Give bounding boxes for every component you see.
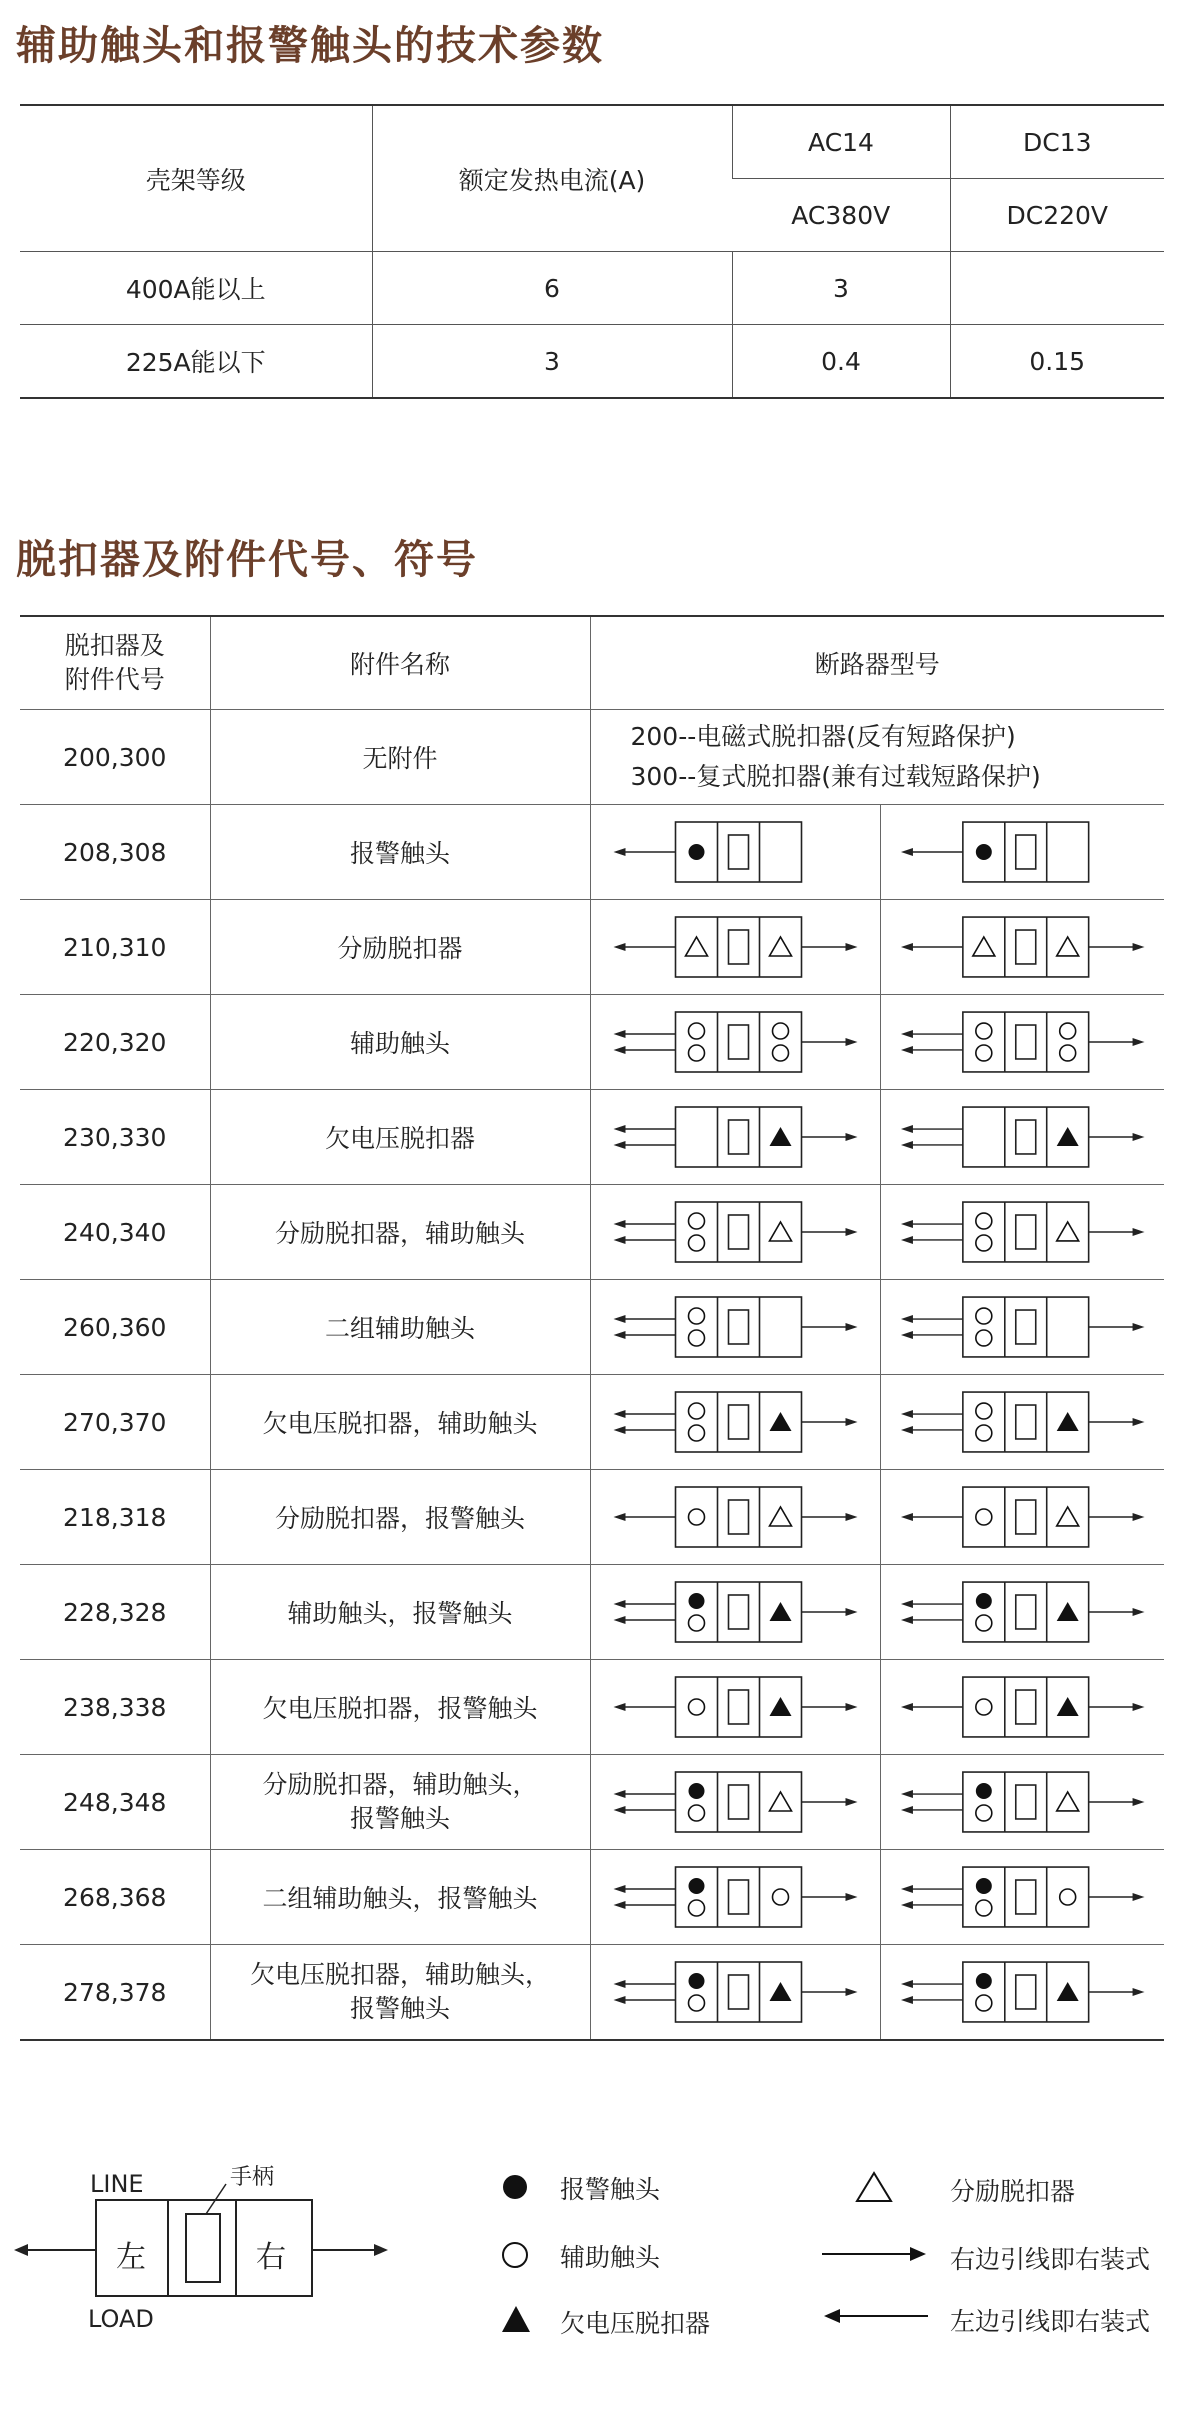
symbol-cell-right <box>880 1565 1164 1660</box>
symbol-cell-right <box>880 1755 1164 1850</box>
symbol-part <box>975 1213 991 1251</box>
symbol-part <box>772 1023 788 1061</box>
symbol-part <box>975 1973 991 2011</box>
symbol-part <box>1056 1602 1078 1621</box>
symbol-cell-left <box>590 1565 880 1660</box>
hollow-circle-icon <box>500 2240 530 2270</box>
symbol-part <box>975 1878 991 1916</box>
name-cell <box>210 1755 590 1850</box>
header-model: 断路器型号 <box>590 616 1164 710</box>
symbol-part <box>688 1878 704 1916</box>
legend-shunt: 分励脱扣器 <box>950 2177 1076 2206</box>
code-cell: 210,310 <box>20 900 210 995</box>
symbol-part <box>975 1023 991 1061</box>
breaker-symbol <box>591 900 880 994</box>
symbol-part <box>688 1973 704 2011</box>
symbol-cell-left <box>590 1660 880 1755</box>
breaker-symbol <box>881 1280 1165 1374</box>
header-name: 附件名称 <box>210 616 590 710</box>
ac-cell: 3 <box>732 252 950 325</box>
symbol-part <box>688 1509 704 1525</box>
table-row <box>20 1565 1164 1660</box>
header-code-line2: 附件代号 <box>64 665 165 694</box>
breaker-symbol <box>881 1945 1165 2039</box>
table-row <box>20 995 1164 1090</box>
symbol-cell-left <box>590 1185 880 1280</box>
name-cell: 二组辅助触头，报警触头 <box>210 1850 590 1945</box>
filled-circle-icon <box>500 2172 530 2202</box>
symbol-part <box>769 1982 791 2001</box>
symbol-part <box>975 1403 991 1441</box>
code-cell: 228,328 <box>20 1565 210 1660</box>
symbol-cell-right <box>880 900 1164 995</box>
symbol-part <box>688 1783 704 1821</box>
symbol-part <box>975 1509 991 1525</box>
symbol-cell-left <box>590 900 880 995</box>
symbol-part <box>1056 937 1078 956</box>
breaker-symbol <box>591 1565 880 1659</box>
symbol-part <box>769 937 791 956</box>
name-line: 报警触头 <box>349 1804 450 1833</box>
symbol-part <box>1056 1982 1078 2001</box>
code-cell: 220,320 <box>20 995 210 1090</box>
symbol-cell-left <box>590 805 880 900</box>
note-line-200: 200--电磁式脱扣器(反有短路保护) <box>630 722 1016 751</box>
breaker-symbol <box>881 900 1165 994</box>
symbol-cell-right <box>880 1660 1164 1755</box>
symbol-part <box>769 1602 791 1621</box>
symbol-cell-left <box>590 1090 880 1185</box>
name-line: 报警触头 <box>349 1994 450 2023</box>
breaker-symbol <box>881 1470 1165 1564</box>
tech-params-title: 辅助触头和报警触头的技术参数 <box>16 23 604 69</box>
symbol-part <box>769 1507 791 1526</box>
legend-aux: 辅助触头 <box>560 2243 661 2272</box>
header-dc220v: DC220V <box>950 179 1164 252</box>
symbol-cell-right <box>880 1280 1164 1375</box>
symbol-part <box>688 1213 704 1251</box>
name-cell: 分励脱扣器 <box>210 900 590 995</box>
code-cell: 268,368 <box>20 1850 210 1945</box>
symbol-part <box>769 1697 791 1716</box>
symbol-part <box>975 1593 991 1631</box>
header-ac380v: AC380V <box>732 179 950 252</box>
breaker-symbol <box>881 1660 1165 1754</box>
symbol-part <box>975 1699 991 1715</box>
breaker-symbol <box>881 805 1165 899</box>
header-dc13: DC13 <box>950 105 1164 179</box>
code-cell: 230,330 <box>20 1090 210 1185</box>
name-line: 欠电压脱扣器，辅助触头， <box>249 1960 550 1989</box>
left-label: 左 <box>116 2240 146 2275</box>
legend-uv: 欠电压脱扣器 <box>560 2309 711 2338</box>
ac-cell: 0.4 <box>732 325 950 399</box>
left-arrow-icon <box>820 2306 930 2326</box>
symbol-part <box>1056 1792 1078 1811</box>
code-cell: 260,360 <box>20 1280 210 1375</box>
symbol-part <box>1056 1507 1078 1526</box>
breaker-symbol <box>881 1565 1165 1659</box>
symbol-cell-left <box>590 1470 880 1565</box>
symbol-cell-right <box>880 1850 1164 1945</box>
breaker-orientation-diagram <box>8 2150 388 2340</box>
symbol-part <box>688 1593 704 1631</box>
name-cell <box>210 1945 590 2041</box>
model-note-cell <box>590 710 1164 805</box>
breaker-symbol <box>881 995 1165 1089</box>
current-cell: 6 <box>372 252 732 325</box>
table-row <box>20 1185 1164 1280</box>
symbol-part <box>1056 1222 1078 1241</box>
trip-codes-title: 脱扣器及附件代号、符号 <box>16 537 478 583</box>
breaker-symbol <box>881 1185 1165 1279</box>
table-row <box>20 1660 1164 1755</box>
symbol-cell-left <box>590 1755 880 1850</box>
name-cell: 辅助触头，报警触头 <box>210 1565 590 1660</box>
name-cell: 辅助触头 <box>210 995 590 1090</box>
table-row <box>20 805 1164 900</box>
breaker-symbol <box>591 1185 880 1279</box>
legend-right-lead: 右边引线即右装式 <box>950 2245 1151 2274</box>
header-code-line1: 脱扣器及 <box>64 631 165 660</box>
legend-left-lead: 左边引线即右装式 <box>950 2307 1151 2336</box>
right-label: 右 <box>256 2240 286 2275</box>
name-cell: 分励脱扣器，辅助触头 <box>210 1185 590 1280</box>
table-row <box>20 710 1164 805</box>
table-row <box>20 1850 1164 1945</box>
breaker-symbol <box>591 1090 880 1184</box>
line-label: LINE <box>90 2170 144 2198</box>
hollow-triangle-icon <box>854 2170 894 2204</box>
code-cell: 270,370 <box>20 1375 210 1470</box>
symbol-cell-left <box>590 1280 880 1375</box>
header-ac14: AC14 <box>732 105 950 179</box>
table-row <box>20 1375 1164 1470</box>
header-code <box>20 616 210 710</box>
table-row <box>20 325 1164 399</box>
symbol-part <box>975 1783 991 1821</box>
breaker-symbol <box>591 1470 880 1564</box>
name-cell: 报警触头 <box>210 805 590 900</box>
tech-params-table <box>20 104 1164 399</box>
code-cell: 248,348 <box>20 1755 210 1850</box>
table-row <box>20 900 1164 995</box>
symbol-part <box>685 937 707 956</box>
symbol-part <box>1059 1023 1075 1061</box>
symbol-part <box>769 1792 791 1811</box>
header-rated-current: 额定发热电流(A) <box>372 105 732 252</box>
symbol-part <box>1056 1412 1078 1431</box>
breaker-symbol <box>591 1945 880 2039</box>
code-cell: 240,340 <box>20 1185 210 1280</box>
symbol-cell-right <box>880 1090 1164 1185</box>
frame-cell: 225A能以下 <box>20 325 372 399</box>
name-cell: 欠电压脱扣器，辅助触头 <box>210 1375 590 1470</box>
symbol-part <box>769 1222 791 1241</box>
symbol-cell-right <box>880 1185 1164 1280</box>
symbol-part <box>772 1889 788 1905</box>
symbol-part <box>688 1403 704 1441</box>
symbol-part <box>688 1308 704 1346</box>
breaker-symbol <box>591 1755 880 1849</box>
breaker-symbol <box>591 1375 880 1469</box>
table-row <box>20 1280 1164 1375</box>
code-cell: 238,338 <box>20 1660 210 1755</box>
code-cell: 218,318 <box>20 1470 210 1565</box>
symbol-cell-right <box>880 995 1164 1090</box>
symbol-cell-left <box>590 1375 880 1470</box>
breaker-symbol <box>881 1850 1165 1944</box>
table-row <box>20 1945 1164 2041</box>
breaker-symbol <box>591 805 880 899</box>
symbol-part <box>972 937 994 956</box>
frame-cell: 400A能以上 <box>20 252 372 325</box>
dc-cell <box>950 252 1164 325</box>
name-cell: 欠电压脱扣器，报警触头 <box>210 1660 590 1755</box>
symbol-part <box>769 1412 791 1431</box>
symbol-cell-left <box>590 1945 880 2041</box>
symbol-cell-right <box>880 1945 1164 2041</box>
breaker-symbol <box>591 1850 880 1944</box>
symbol-part <box>688 1699 704 1715</box>
breaker-symbol <box>881 1755 1165 1849</box>
symbol-cell-right <box>880 805 1164 900</box>
legend-alarm: 报警触头 <box>560 2175 661 2204</box>
name-cell: 欠电压脱扣器 <box>210 1090 590 1185</box>
header-frame: 壳架等级 <box>20 105 372 252</box>
breaker-symbol <box>881 1090 1165 1184</box>
symbol-part <box>975 844 991 860</box>
symbol-part <box>975 1308 991 1346</box>
breaker-symbol <box>591 1660 880 1754</box>
dc-cell: 0.15 <box>950 325 1164 399</box>
symbol-cell-left <box>590 995 880 1090</box>
code-cell: 200,300 <box>20 710 210 805</box>
code-cell: 278,378 <box>20 1945 210 2041</box>
name-cell: 分励脱扣器，报警触头 <box>210 1470 590 1565</box>
symbol-part <box>1056 1697 1078 1716</box>
table-row <box>20 1470 1164 1565</box>
symbol-cell-right <box>880 1470 1164 1565</box>
breaker-symbol <box>591 995 880 1089</box>
symbol-part <box>688 844 704 860</box>
table-row <box>20 1755 1164 1850</box>
name-cell: 无附件 <box>210 710 590 805</box>
breaker-symbol <box>881 1375 1165 1469</box>
symbol-part <box>769 1127 791 1146</box>
code-cell: 208,308 <box>20 805 210 900</box>
name-line: 分励脱扣器，辅助触头， <box>262 1770 538 1799</box>
handle-label: 手柄 <box>230 2165 275 2190</box>
right-arrow-icon <box>820 2244 930 2264</box>
load-label: LOAD <box>88 2305 154 2333</box>
symbol-part <box>1056 1127 1078 1146</box>
name-cell: 二组辅助触头 <box>210 1280 590 1375</box>
table-row <box>20 252 1164 325</box>
filled-triangle-icon <box>500 2304 532 2334</box>
table-row <box>20 1090 1164 1185</box>
note-line-300: 300--复式脱扣器(兼有过载短路保护) <box>630 762 1041 791</box>
breaker-symbol <box>591 1280 880 1374</box>
current-cell: 3 <box>372 325 732 399</box>
symbol-part <box>688 1023 704 1061</box>
trip-codes-table <box>20 615 1164 2041</box>
symbol-cell-left <box>590 1850 880 1945</box>
symbol-cell-right <box>880 1375 1164 1470</box>
symbol-part <box>1059 1889 1075 1905</box>
